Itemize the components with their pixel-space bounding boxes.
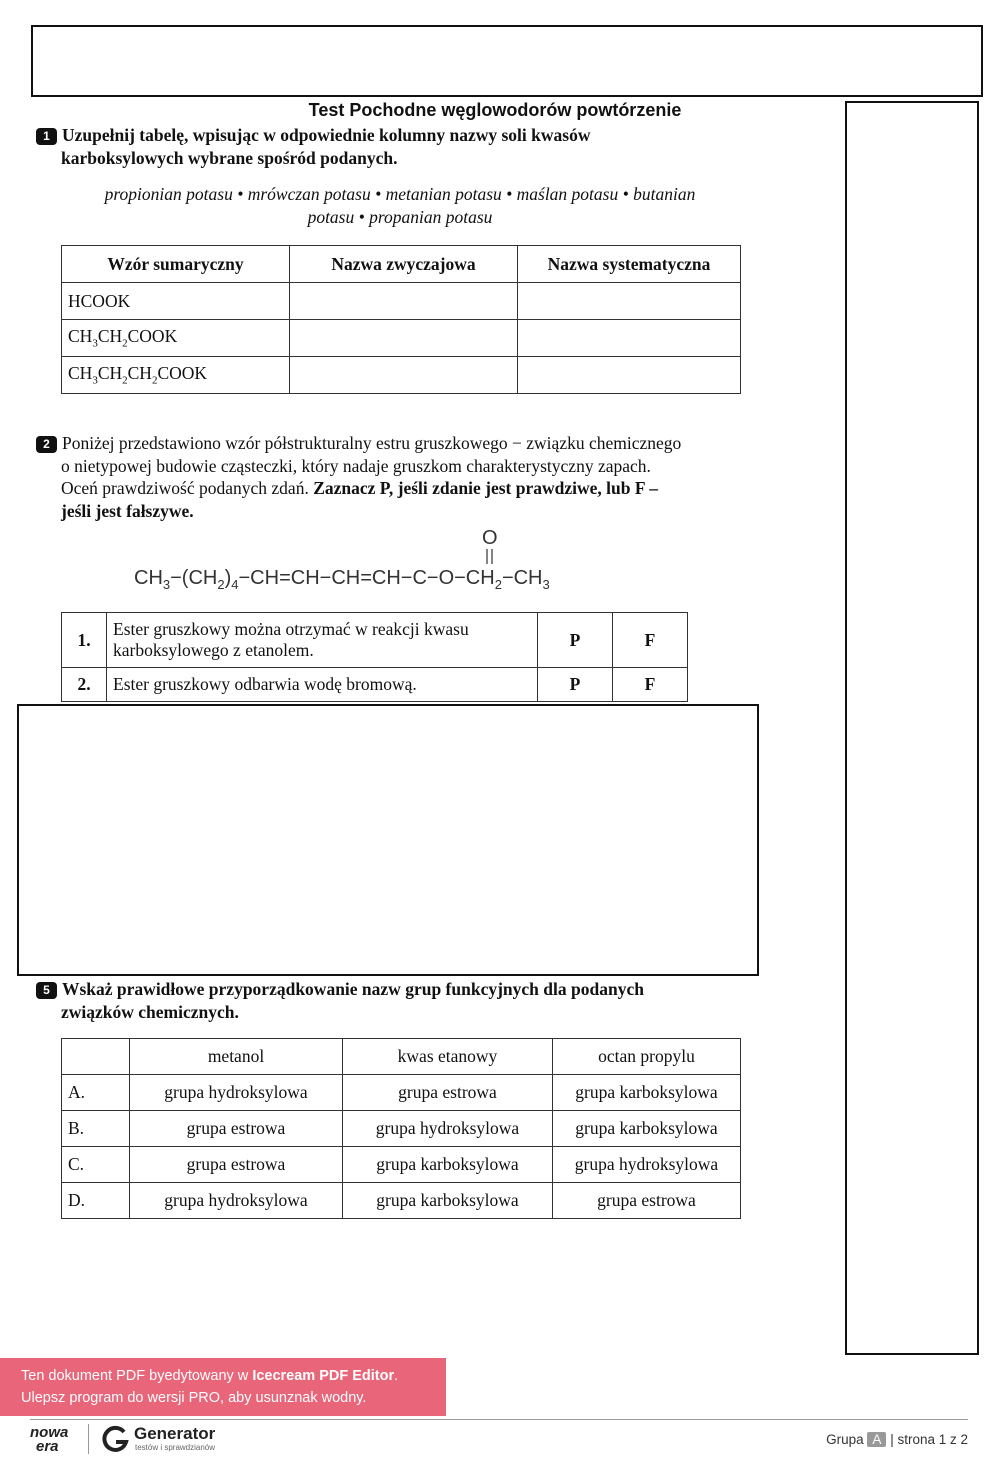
footer-divider [30,1419,968,1420]
instruction-text: jeśli jest fałszywe. [61,500,194,521]
logo-text: nowa [30,1424,69,1441]
question-number: 2 [36,436,57,453]
statement-text: Ester gruszkowy można otrzymać w reakcji kwasu karboksylowego z etanolem. [107,613,538,668]
true-option[interactable]: P [538,613,613,668]
answer-cell[interactable] [518,357,741,394]
answer-cell[interactable] [290,283,518,320]
question-text: Poniżej przedstawiono wzór półstrukturalny estru gruszkowego − związku chemicznego [62,433,682,453]
table-cell: grupa estrowa [553,1183,741,1219]
option-label[interactable]: B. [62,1111,130,1147]
statement-row [62,668,688,702]
table-cell: grupa estrowa [130,1111,343,1147]
statement-text: Ester gruszkowy odbarwia wodę bromową. [107,668,538,702]
column-header: kwas etanowy [343,1039,553,1075]
column-header: Nazwa zwyczajowa [290,246,518,283]
nowa-era-logo [30,1426,68,1454]
statement-number: 1. [62,613,107,668]
false-option[interactable]: F [613,668,688,702]
question-1 [36,124,590,169]
column-header [62,1039,130,1075]
answer-row[interactable] [62,1075,741,1111]
option-label[interactable]: A. [62,1075,130,1111]
question-text: Uzupełnij tabelę, wpisując w odpowiednie kolumny nazwy soli kwasów [62,125,591,145]
banner-text: Ten dokument PDF byedytowany w [21,1368,253,1384]
logo-subtext: testów i sprawdzianów [135,1443,216,1452]
logo-text: era [36,1438,59,1455]
oxygen-atom: O [482,527,498,549]
top-answer-box[interactable] [31,25,983,97]
table-cell: grupa karboksylowa [553,1111,741,1147]
table-cell: grupa karboksylowa [343,1183,553,1219]
group-page-indicator [826,1432,968,1447]
table-cell: grupa karboksylowa [553,1075,741,1111]
question-text: Oceń prawdziwość podanych zdań. [61,478,314,498]
statement-row [62,613,688,668]
false-option[interactable]: F [613,613,688,668]
functional-groups-table [61,1038,741,1219]
table-cell: grupa hydroksylowa [343,1111,553,1147]
option-label[interactable]: C. [62,1147,130,1183]
answer-cell[interactable] [290,320,518,357]
question-number: 5 [36,982,57,999]
logo-text: Generator [134,1424,216,1443]
banner-text: Ulepsz program do wersji PRO, aby usunznak wodny. [21,1390,367,1406]
generator-g-icon [100,1424,130,1454]
right-answer-box[interactable] [845,101,979,1355]
middle-answer-box[interactable] [17,704,759,976]
formula-svg [134,522,674,592]
answer-row[interactable] [62,1111,741,1147]
column-header: metanol [130,1039,343,1075]
watermark-banner[interactable] [0,1358,446,1416]
instruction-text: Zaznacz P, jeśli zdanie jest prawdziwe, lub F – [313,478,658,498]
group-badge: A [867,1432,886,1447]
statement-number: 2. [62,668,107,702]
table-cell: grupa estrowa [343,1075,553,1111]
group-label: Grupa [826,1432,864,1447]
option-label[interactable]: D. [62,1183,130,1219]
true-option[interactable]: P [538,668,613,702]
question-5 [36,978,644,1023]
table-cell: grupa hydroksylowa [553,1147,741,1183]
true-false-table [61,612,688,702]
formula-cell: $CH_3CH_2COOK$ [62,320,290,357]
column-header: Wzór sumaryczny [62,246,290,283]
banner-text: . [394,1368,399,1384]
column-header: octan propylu [553,1039,741,1075]
table-cell: grupa hydroksylowa [130,1075,343,1111]
question-text: o nietypowej budowie cząsteczki, który nadaje gruszkom charakterystyczny zapach. [61,455,651,476]
table-cell: grupa estrowa [130,1147,343,1183]
question-number: 1 [36,128,57,145]
question-text: związków chemicznych. [61,1001,239,1022]
answer-cell[interactable] [518,320,741,357]
formula-cell: HCOOK [62,283,290,320]
question-2 [36,432,681,522]
question-text: Wskaż prawidłowe przyporządkowanie nazw grup funkcyjnych dla podanych [62,979,644,999]
question-text: karboksylowych wybrane spośród podanych. [61,147,398,168]
page-title: Test Pochodne węglowodorów powtórzenie [308,100,682,120]
answer-row[interactable] [62,1147,741,1183]
formula-chain: $CH_3-(CH_2)_4-CH=CH-CH=CH-C-O-CH_2-CH_3$ [134,567,550,592]
salts-table [61,245,741,394]
page-number: | strona 1 z 2 [890,1432,968,1447]
answer-cell[interactable] [290,357,518,394]
logo-divider [88,1424,89,1454]
banner-brand: Icecream PDF Editor [252,1368,395,1384]
column-header: Nazwa systematyczna [518,246,741,283]
answer-row[interactable] [62,1183,741,1219]
answer-options [60,183,740,229]
options-line: propionian potasu • mrówczan potasu • metanian potasu • maślan potasu • butanian [104,184,696,204]
table-cell: grupa hydroksylowa [130,1183,343,1219]
formula-cell: $CH_3CH_2CH_2COOK$ [62,357,290,394]
options-line: potasu • propanian potasu [307,207,493,227]
table-cell: grupa karboksylowa [343,1147,553,1183]
answer-cell[interactable] [518,283,741,320]
